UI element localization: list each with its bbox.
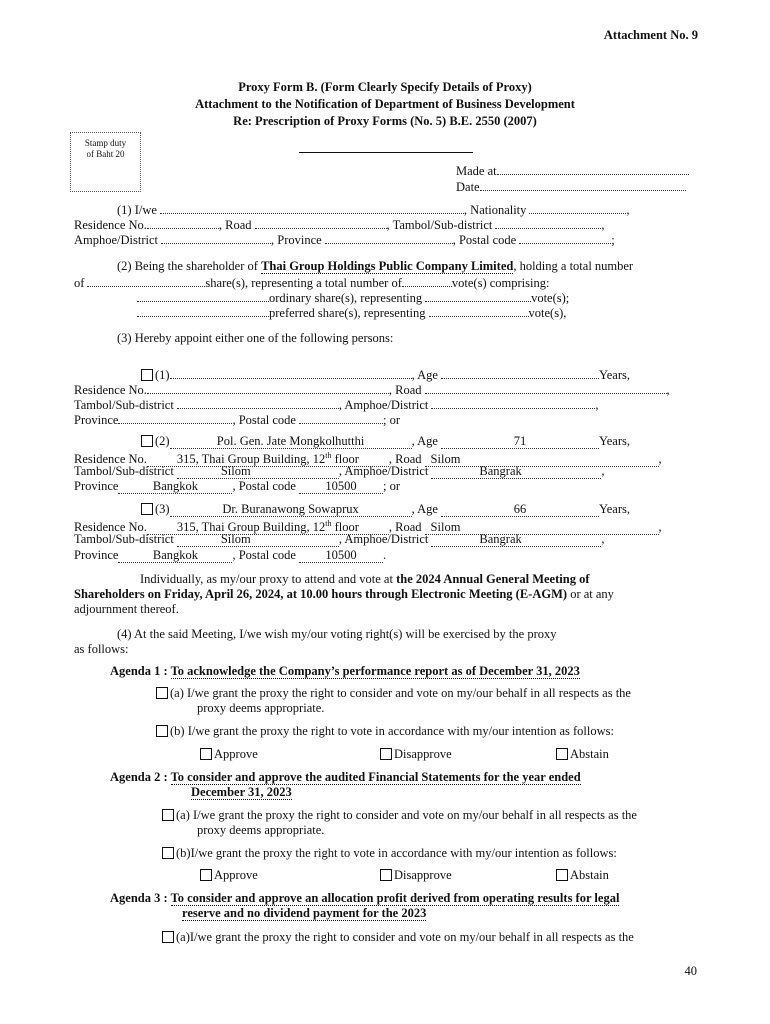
option-b-label: (b) [170,724,185,738]
tambol-label: Tambol/Sub-district [74,398,174,412]
abstain-checkbox[interactable] [556,748,568,760]
agenda-2-heading-cont [191,785,292,800]
age-label: , Age [411,502,438,516]
abstain-label: Abstain [570,747,609,761]
agenda-2-b-checkbox[interactable] [162,847,174,859]
tambol-label: Tambol/Sub-district [74,532,174,546]
shares-field[interactable] [87,274,205,287]
agenda-3-heading-cont [182,906,426,921]
comma: , [658,520,662,535]
agenda-2-disapprove[interactable] [380,868,452,883]
province-label: Province [74,548,119,562]
disapprove-checkbox[interactable] [380,748,392,760]
ordinary-label: ordinary share(s), representing [269,291,423,305]
floor-text: floor [331,520,359,535]
comma: , [601,218,605,232]
amphoe-label: , Amphoe/District [338,464,429,478]
agenda-label: Agenda 1 : [110,664,168,678]
made-at-row [456,162,689,179]
s1-line-3: Amphoe/District , Province , Postal code ; [74,233,615,247]
province-label: , Province [271,233,322,247]
vote-comma-label: vote(s), [528,306,567,320]
title-line-1: Proxy Form B. (Form Clearly Specify Details of Proxy) [238,80,532,94]
proxy-2-age[interactable]: 71 [441,435,599,449]
option-b-text: I/we grant the proxy the right to vote in accordance with my/our intention as follows: [190,846,617,860]
proxy-1-checkbox[interactable] [141,369,153,381]
proxy-2-checkbox[interactable] [141,435,153,447]
proxy-2-line-3 [74,464,605,479]
proxy-num: (2) [155,434,170,448]
comma: , [626,203,630,217]
option-a-label: (a) [176,930,190,944]
residence-label: Residence No. [74,452,147,467]
date-label: Date [456,180,480,194]
preferred-votes-field[interactable] [429,304,529,317]
agenda-2-abstain[interactable] [556,868,609,883]
proxy-3-checkbox[interactable] [141,503,153,515]
proxy-2-line-1 [141,434,630,449]
stamp-line-2: of Baht 20 [86,149,125,159]
proxy-1-province-field[interactable] [118,411,232,424]
ordinary-votes-field[interactable] [425,289,531,302]
proxy-1-amphoe-field[interactable] [431,396,595,409]
agenda-1-abstain[interactable] [556,747,609,762]
proxy-1-road-field[interactable] [425,381,667,394]
nationality-field[interactable] [529,201,626,214]
being-label: (2) Being the shareholder of [117,259,258,273]
comma: , [658,452,662,467]
comma: , [666,383,670,397]
tambol-label: , Tambol/Sub-district [386,218,493,232]
proxy-num: (1) [155,368,170,382]
agenda-2-option-b [162,846,617,861]
proxy-1-age-field[interactable] [441,366,599,379]
disapprove-checkbox[interactable] [380,869,392,881]
comma: , [601,532,605,546]
province-label: Province [74,413,119,427]
comma: , [601,464,605,478]
agenda-1-a-checkbox[interactable] [156,687,168,699]
agenda-3-heading [110,891,619,906]
agenda-title-cont: December 31, 2023 [191,785,292,799]
proxy-3-province[interactable]: Bangkok [118,549,232,563]
option-a-text: I/we grant the proxy the right to consider and vote on my/our behalf in all respects as the [189,930,634,944]
option-a-label: (a) [176,808,190,822]
approve-label: Approve [214,747,258,761]
option-a-text: I/we grant the proxy the right to consider and vote on my/our behalf in all respects as the [193,808,637,822]
date-field[interactable] [480,178,686,191]
postal-label: , Postal code [452,233,517,247]
proxy-3-age[interactable]: 66 [441,503,599,517]
abstain-checkbox[interactable] [556,869,568,881]
holding-label: , holding a total number [513,259,634,273]
amphoe-label: , Amphoe/District [338,532,429,546]
individually-line-3: adjournment thereof. [74,602,179,616]
proxy-2-road[interactable]: Silom [425,453,659,467]
agenda-1-option-a-cont: proxy deems appropriate. [197,701,325,715]
signature-line [299,152,473,153]
residence-label: Residence No. [74,218,147,232]
option-a-label: (a) [170,686,184,700]
comma: , [595,398,599,412]
proxy-2-line-4 [74,479,400,494]
province-label: Province [74,479,119,493]
ordinary-field[interactable] [137,289,269,302]
proxy-num: (3) [155,502,170,516]
postal-label: , Postal code [232,548,296,562]
period-label: . [382,548,387,562]
proxy-3-line-4 [74,548,386,563]
attachment-label: Attachment No. 9 [603,28,698,42]
age-label: , Age [411,368,438,382]
ordinal-suffix: th [325,451,332,460]
agenda-3-option-a [162,930,634,945]
title-line-3: Re: Prescription of Proxy Forms (No. 5) B.E. 2550 (2007) [233,114,537,128]
made-at-field[interactable] [497,162,689,175]
postal-field[interactable] [519,231,611,244]
agenda-title: To consider and approve an allocation profit derived from operating results for legal [170,891,620,905]
or-label: ; or [382,413,400,427]
agenda-2-option-a-cont: proxy deems appropriate. [197,823,325,837]
proxy-3-line-3 [74,532,605,547]
title-line-2: Attachment to the Notification of Department of Business Development [195,97,575,111]
years-label: Years, [598,368,630,382]
proxy-2-province[interactable]: Bangkok [118,480,232,494]
date-row [456,178,686,195]
proxy-1-line-4 [74,411,400,428]
agenda-2-option-a [162,808,637,823]
age-label: , Age [411,434,438,448]
individually-text: Individually, as my/our proxy to attend and vote at [140,572,397,586]
shares-rep-label: share(s), representing a total number of [205,276,402,290]
agenda-2-a-checkbox[interactable] [162,809,174,821]
approve-label: Approve [214,868,258,882]
of-label: of [74,276,85,290]
option-a-text: I/we grant the proxy the right to consider and vote on my/our behalf in all respects as the [187,686,631,700]
votes-field[interactable] [402,274,452,287]
residence-label: Residence No. [74,383,147,397]
individually-line-2 [74,587,614,602]
nationality-label: , Nationality [463,203,527,217]
residence-field[interactable] [147,216,219,229]
residence-no: 315, Thai Group Building, 12 [176,452,326,467]
individually-line-1 [140,572,589,587]
agenda-1-b-checkbox[interactable] [156,725,168,737]
s4-line-1: (4) At the said Meeting, I/we wish my/our voting right(s) will be exercised by the proxy [117,627,557,641]
approve-checkbox[interactable] [200,869,212,881]
individually-meeting: the 2024 Annual General Meeting of [396,572,590,586]
agenda-1-option-b [156,724,614,739]
proxy-2-name[interactable]: Pol. Gen. Jate Mongkolhutthi [170,435,412,449]
agenda-2-heading [110,770,581,785]
preferred-field[interactable] [137,304,269,317]
s2-line-1 [117,259,633,274]
stamp-line-1: Stamp duty [84,138,127,148]
years-label: Years, [598,502,630,516]
s4-line-2: as follows: [74,642,129,656]
proxy-2-amphoe[interactable]: Bangrak [431,465,601,479]
proxy-3-line-1 [141,502,630,517]
vote-semi-label: vote(s); [531,291,570,305]
page-number: 40 [684,964,697,978]
agenda-1-disapprove[interactable] [380,747,452,762]
individually-date: Shareholders on Friday, April 26, 2024, at 10.00 hours through Electronic Meeting (E-AGM) [74,587,568,601]
option-b-text: I/we grant the proxy the right to vote in accordance with my/our intention as follows: [187,724,614,738]
postal-label: , Postal code [232,413,296,427]
s2-line-4 [137,304,566,321]
postal-label: , Postal code [232,479,296,493]
stamp-duty-box [70,132,141,192]
road-label: , Road [218,218,252,232]
proxy-3-amphoe[interactable]: Bangrak [431,533,601,547]
amphoe-field[interactable] [161,231,271,244]
agenda-title: To acknowledge the Company’s performance report as of December 31, 2023 [170,664,580,678]
amphoe-label: , Amphoe/District [338,398,429,412]
proxy-3-postal[interactable]: 10500 [299,549,383,563]
road-label: , Road [388,383,422,397]
preferred-label: preferred share(s), representing [269,306,426,320]
proxy-3-name[interactable]: Dr. Buranawong Sowaprux [170,503,412,517]
disapprove-label: Disapprove [394,747,452,761]
option-b-label: (b) [176,846,191,860]
votes-comp-label: vote(s) comprising: [451,276,550,290]
agenda-1-approve[interactable] [200,747,258,762]
approve-checkbox[interactable] [200,748,212,760]
disapprove-label: Disapprove [394,868,452,882]
individually-or: or at any [567,587,614,601]
proxy-1-tambol-field[interactable] [177,396,339,409]
province-field[interactable] [325,231,453,244]
abstain-label: Abstain [570,868,609,882]
agenda-1-heading [110,664,580,679]
road-label: , Road [388,452,422,467]
iwe-field[interactable] [160,201,464,214]
or-label: ; or [382,479,400,493]
proxy-1-postal-field[interactable] [299,411,383,424]
agenda-3-a-checkbox[interactable] [162,931,174,943]
ordinal-suffix: th [325,519,332,528]
floor-text: floor [331,452,359,467]
residence-no: 315, Thai Group Building, 12 [176,520,326,535]
s3-appoint: (3) Hereby appoint either one of the following persons: [117,331,394,345]
agenda-1-option-a [156,686,631,701]
residence-label: Residence No. [74,520,147,535]
road-label: , Road [388,520,422,535]
proxy-1-name-field[interactable] [170,366,412,379]
agenda-title: To consider and approve the audited Financial Statements for the year ended [170,770,581,784]
proxy-1-residence-field[interactable] [147,381,389,394]
agenda-2-approve[interactable] [200,868,258,883]
agenda-label: Agenda 2 : [110,770,168,784]
proxy-2-tambol[interactable]: Silom [177,465,339,479]
years-label: Years, [598,434,630,448]
iwe-label: (1) I/we [117,203,157,217]
agenda-title-cont: reserve and no dividend payment for the 2023 [182,906,427,920]
agenda-label: Agenda 3 : [110,891,168,905]
tambol-field[interactable] [495,216,601,229]
proxy-2-postal[interactable]: 10500 [299,480,383,494]
proxy-3-road[interactable]: Silom [425,521,659,535]
made-at-label: Made at [456,164,497,178]
company-name: Thai Group Holdings Public Company Limited [261,259,514,273]
amphoe-label: Amphoe/District [74,233,159,247]
proxy-3-tambol[interactable]: Silom [177,533,339,547]
road-field[interactable] [255,216,387,229]
tambol-label: Tambol/Sub-district [74,464,174,478]
